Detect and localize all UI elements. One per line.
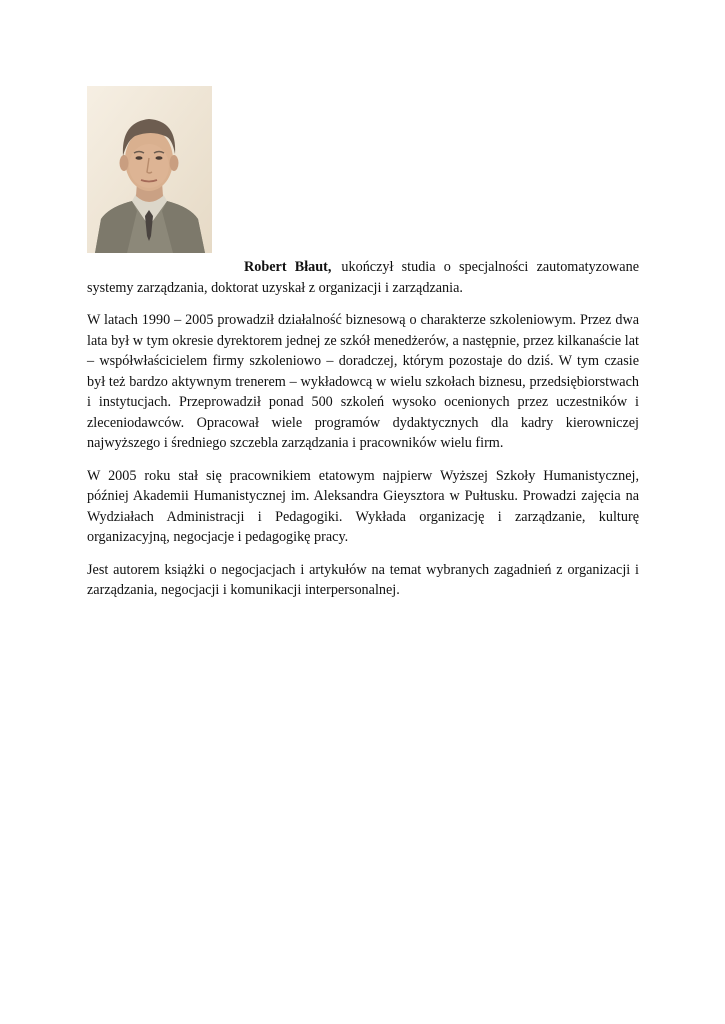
intro-text: ukończył studia o specjalności zautomatyzowane systemy zarządzania, doktorat uzyskał z organizacji i zarządzania. — [87, 259, 639, 296]
portrait-photo — [87, 86, 212, 253]
biography-paragraph-3: Jest autorem książki o negocjacjach i artykułów na temat wybranych zagadnień z organizacji i zarządzania, negocjacji i komunikacji interpersonalnej. — [87, 561, 639, 598]
biography-paragraph-1: W latach 1990 – 2005 prowadził działalność biznesową o charakterze szkoleniowym. Przez dwa lata był w tym okresie dyrektorem jednej ze szkół menedżerów, a następnie, przez kilkanaście lat – współwłaścicielem firmy szkoleniowo – doradczej, którym pozostaje do dziś. W tym czasie był też bardzo aktywnym trenerem – wykładowcą w wielu szkołach biznesu, przedsiębiorstwach i instytucjach. Przeprowadził ponad 500 szkoleń wysoko ocenionych przez uczestników i zleceniodawców. Opracował wiele programów dydaktycznych dla kadry kierowniczej najwyższego i średniego szczebla zarządzania i pracowników wielu firm. — [87, 312, 639, 451]
document-page — [87, 86, 639, 601]
person-name: Robert Błaut, — [244, 259, 332, 275]
intro-paragraph — [87, 257, 639, 298]
biography-paragraph-2: W 2005 roku stał się pracownikiem etatowym najpierw Wyższej Szkoły Humanistycznej, później Akademii Humanistycznej im. Aleksandra Gieysztora w Pułtusku. Prowadzi zajęcia na Wydziałach Administracji i Pedagogiki. Wykłada organizację i zarządzanie, kulturę organizacyjną, negocjacje i pedagogikę pracy. — [87, 467, 639, 545]
